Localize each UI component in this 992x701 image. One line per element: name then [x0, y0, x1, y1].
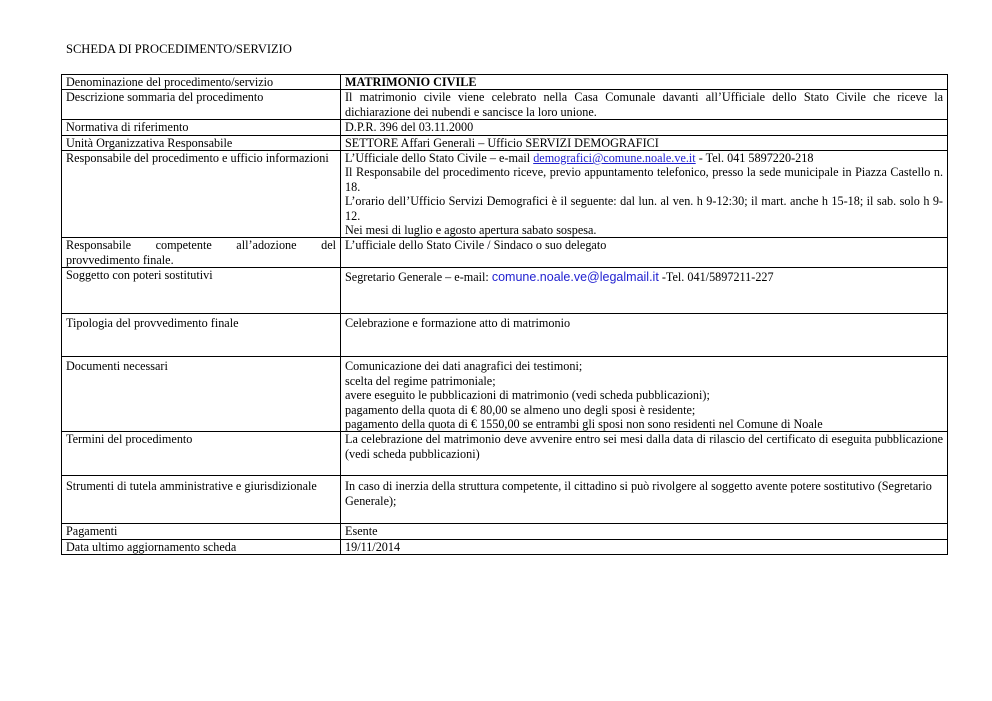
responsabile-office-hours: L’orario dell’Ufficio Servizi Demografici è il seguente: dal lun. al ven. h 9-12:30; il mart. anche h 15-18; il sab. solo h 9-12.	[345, 194, 943, 223]
document-item: Comunicazione dei dati anagrafici dei testimoni;	[345, 359, 583, 374]
table-row	[62, 75, 948, 90]
row-label: Tipologia del provvedimento finale	[62, 314, 341, 357]
responsabile-summer-note: Nei mesi di luglio e agosto apertura sabato sospesa.	[345, 223, 597, 238]
table-row	[62, 151, 948, 238]
row-value: SETTORE Affari Generali – Ufficio SERVIZI DEMOGRAFICI	[341, 135, 948, 150]
table-row	[62, 314, 948, 357]
procedure-table	[61, 74, 948, 555]
table-row	[62, 268, 948, 314]
row-label: Responsabile competente all’adozione del provvedimento finale.	[62, 238, 341, 268]
row-value: Esente	[341, 524, 948, 539]
row-label: Denominazione del procedimento/servizio	[62, 75, 341, 90]
table-row	[62, 120, 948, 135]
row-label: Termini del procedimento	[62, 432, 341, 476]
table-row	[62, 90, 948, 120]
table-row	[62, 476, 948, 524]
row-value	[341, 268, 948, 314]
document-item: pagamento della quota di € 1550,00 se entrambi gli sposi non sono residenti nel Comune di Noale	[345, 416, 823, 431]
document-title: SCHEDA DI PROCEDIMENTO/SERVIZIO	[66, 42, 292, 56]
table-row	[62, 135, 948, 150]
row-label: Documenti necessari	[62, 357, 341, 432]
document-item: pagamento della quota di € 80,00 se almeno uno degli sposi è residente;	[345, 402, 696, 417]
document-item: avere eseguito le pubblicazioni di matrimonio (vedi scheda pubblicazioni);	[345, 388, 710, 403]
row-label: Strumenti di tutela amministrative e giurisdizionale	[62, 476, 341, 524]
responsabile-reception-info: Il Responsabile del procedimento riceve, previo appuntamento telefonico, presso la sede municipale in Piazza Castello n. 18.	[345, 165, 943, 194]
row-value: In caso di inerzia della struttura competente, il cittadino si può rivolgere al soggetto avente potere sostitutivo (Segretario Generale);	[341, 476, 948, 524]
row-label: Data ultimo aggiornamento scheda	[62, 539, 341, 554]
table-row	[62, 238, 948, 268]
row-value	[341, 151, 948, 238]
row-value: D.P.R. 396 del 03.11.2000	[341, 120, 948, 135]
legalmail-email-link[interactable]: comune.noale.ve@legalmail.it	[491, 270, 659, 285]
row-value: Il matrimonio civile viene celebrato nella Casa Comunale davanti all’Ufficiale dello Stato Civile che riceve la dichiarazione dei nubendi e sancisce la loro unione.	[341, 90, 948, 120]
document-item: scelta del regime patrimoniale;	[345, 373, 496, 388]
row-value: MATRIMONIO CIVILE	[341, 75, 948, 90]
table-row	[62, 357, 948, 432]
sostitutivi-prefix: Segretario Generale – e-mail:	[345, 270, 492, 285]
demografici-email-link[interactable]: demografici@comune.noale.ve.it	[533, 151, 696, 166]
row-value: La celebrazione del matrimonio deve avvenire entro sei mesi dalla data di rilascio del certificato di eseguita pubblicazione (vedi scheda pubblicazioni)	[341, 432, 948, 476]
table-row	[62, 524, 948, 539]
row-value: 19/11/2014	[341, 539, 948, 554]
row-value: Celebrazione e formazione atto di matrimonio	[341, 314, 948, 357]
responsabile-contact-line	[345, 151, 943, 165]
responsabile-prefix: L’Ufficiale dello Stato Civile – e-mail	[345, 151, 534, 166]
responsabile-phone: - Tel. 041 5897220-218	[695, 151, 814, 166]
row-label: Soggetto con poteri sostitutivi	[62, 268, 341, 314]
row-label: Normativa di riferimento	[62, 120, 341, 135]
sostitutivi-phone: -Tel. 041/5897211-227	[658, 270, 774, 285]
row-label: Pagamenti	[62, 524, 341, 539]
table-row	[62, 539, 948, 554]
table-row	[62, 432, 948, 476]
row-label: Unità Organizzativa Responsabile	[62, 135, 341, 150]
row-value: L’ufficiale dello Stato Civile / Sindaco o suo delegato	[341, 238, 948, 268]
row-value	[341, 357, 948, 432]
row-label: Responsabile del procedimento e ufficio informazioni	[62, 151, 341, 238]
row-label: Descrizione sommaria del procedimento	[62, 90, 341, 120]
